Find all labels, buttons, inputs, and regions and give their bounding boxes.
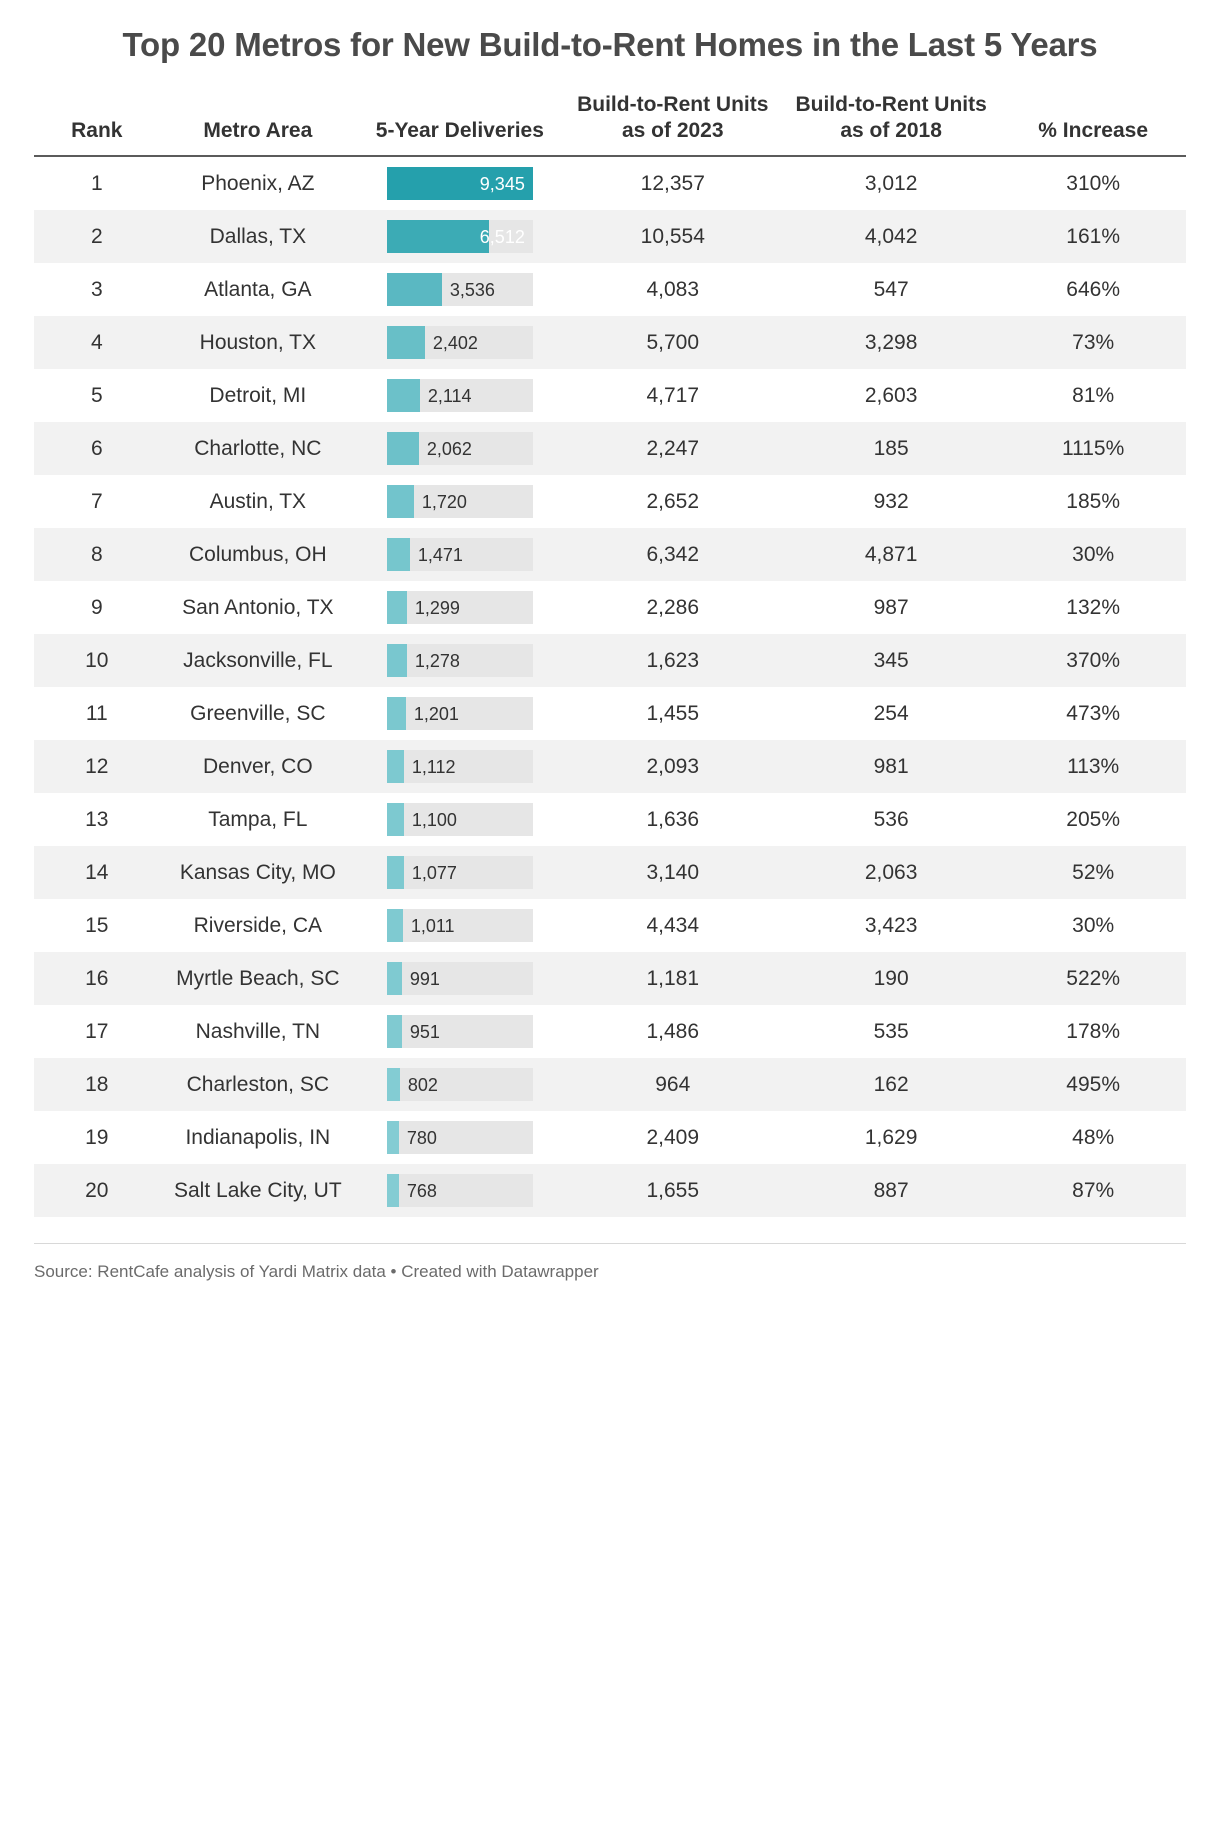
- bar-track: [387, 1068, 533, 1101]
- cell-metro: Jacksonville, FL: [183, 648, 333, 672]
- cell-deliveries-bar: [356, 422, 563, 475]
- cell-units-2023: 6,342: [646, 542, 700, 566]
- bar-track: [387, 750, 533, 783]
- header-metro: Metro Area: [203, 118, 313, 142]
- bar-value-label: 2,114: [427, 385, 472, 406]
- cell-units-2023: 4,434: [646, 913, 700, 937]
- bar-fill: [387, 538, 410, 571]
- bar-fill: [387, 432, 419, 465]
- cell-units-2023: 1,486: [646, 1019, 700, 1043]
- cell-metro: Houston, TX: [199, 330, 316, 354]
- cell-units-2018: 3,298: [864, 330, 918, 354]
- cell-units-2023: 5,700: [646, 330, 700, 354]
- cell-units-2023: 1,623: [646, 648, 700, 672]
- cell-deliveries-bar: [356, 369, 563, 422]
- cell-units-2018: 1,629: [864, 1125, 918, 1149]
- cell-increase: 370%: [1066, 648, 1121, 672]
- cell-deliveries-bar: [356, 156, 563, 210]
- table-row: [34, 1111, 1186, 1164]
- source-note: Source: RentCafe analysis of Yardi Matrix data • Created with Datawrapper: [34, 1243, 1186, 1304]
- cell-rank: 20: [85, 1178, 109, 1202]
- cell-metro: Tampa, FL: [208, 807, 308, 831]
- cell-deliveries-bar: [356, 1111, 563, 1164]
- cell-deliveries-bar: [356, 263, 563, 316]
- cell-metro: Denver, CO: [202, 754, 313, 778]
- bar-track: [387, 220, 533, 253]
- cell-increase: 310%: [1066, 171, 1121, 195]
- cell-units-2018: 162: [873, 1072, 909, 1096]
- cell-rank: 8: [90, 542, 103, 566]
- bar-track: [387, 273, 533, 306]
- cell-increase: 81%: [1072, 383, 1115, 407]
- cell-units-2018: 185: [873, 436, 909, 460]
- bar-track: [387, 485, 533, 518]
- table-row: [34, 634, 1186, 687]
- header-units-2018: Build-to-Rent Units as of 2018: [795, 93, 987, 142]
- bar-fill: [387, 962, 402, 995]
- cell-increase: 495%: [1066, 1072, 1121, 1096]
- bar-fill: [387, 1068, 400, 1101]
- bar-track: [387, 1174, 533, 1207]
- bar-value-label: 1,201: [413, 703, 459, 724]
- cell-metro: Myrtle Beach, SC: [176, 966, 340, 990]
- table-row: [34, 793, 1186, 846]
- cell-metro: Dallas, TX: [209, 224, 307, 248]
- cell-units-2018: 2,603: [864, 383, 918, 407]
- table-row: [34, 263, 1186, 316]
- cell-deliveries-bar: [356, 581, 563, 634]
- cell-rank: 19: [85, 1125, 109, 1149]
- cell-deliveries-bar: [356, 1058, 563, 1111]
- bar-fill: [387, 644, 407, 677]
- cell-rank: 6: [90, 436, 103, 460]
- cell-units-2023: 1,636: [646, 807, 700, 831]
- table-row: [34, 581, 1186, 634]
- cell-rank: 13: [85, 807, 109, 831]
- cell-rank: 17: [85, 1019, 109, 1043]
- bar-fill: [387, 220, 489, 253]
- cell-deliveries-bar: [356, 316, 563, 369]
- bar-value-label: 768: [406, 1180, 437, 1201]
- cell-units-2018: 345: [873, 648, 909, 672]
- table-row: [34, 740, 1186, 793]
- bar-track: [387, 803, 533, 836]
- bar-value-label: 2,402: [432, 332, 478, 353]
- cell-metro: Phoenix, AZ: [201, 171, 315, 195]
- cell-units-2023: 1,455: [646, 701, 700, 725]
- cell-deliveries-bar: [356, 210, 563, 263]
- cell-units-2018: 932: [873, 489, 909, 513]
- cell-units-2023: 2,409: [646, 1125, 700, 1149]
- cell-units-2018: 190: [873, 966, 909, 990]
- bar-track: [387, 538, 533, 571]
- cell-increase: 52%: [1072, 860, 1115, 884]
- cell-deliveries-bar: [356, 475, 563, 528]
- bar-track: [387, 326, 533, 359]
- cell-metro: Greenville, SC: [190, 701, 326, 725]
- cell-rank: 7: [90, 489, 103, 513]
- bar-fill: [387, 856, 404, 889]
- cell-increase: 161%: [1066, 224, 1121, 248]
- bar-track: [387, 962, 533, 995]
- cell-metro: Austin, TX: [209, 489, 307, 513]
- cell-increase: 205%: [1066, 807, 1121, 831]
- cell-rank: 2: [90, 224, 103, 248]
- bar-track: [387, 1015, 533, 1048]
- bar-value-label: 802: [407, 1074, 438, 1095]
- table-body: [34, 156, 1186, 1217]
- cell-units-2023: 12,357: [640, 171, 705, 195]
- bar-fill: [387, 909, 403, 942]
- cell-increase: 48%: [1072, 1125, 1115, 1149]
- bar-fill: [387, 485, 414, 518]
- cell-metro: Charlotte, NC: [194, 436, 322, 460]
- cell-units-2018: 3,012: [864, 171, 918, 195]
- bar-fill: [387, 1121, 399, 1154]
- cell-units-2023: 2,093: [646, 754, 700, 778]
- cell-deliveries-bar: [356, 687, 563, 740]
- bar-fill: [387, 750, 404, 783]
- cell-rank: 15: [85, 913, 109, 937]
- cell-increase: 1115%: [1062, 436, 1125, 460]
- cell-deliveries-bar: [356, 793, 563, 846]
- cell-metro: Columbus, OH: [188, 542, 327, 566]
- cell-units-2023: 10,554: [640, 224, 705, 248]
- cell-metro: Riverside, CA: [193, 913, 323, 937]
- table-row: [34, 1005, 1186, 1058]
- bar-value-label: 1,112: [411, 756, 456, 777]
- bar-track: [387, 909, 533, 942]
- cell-rank: 5: [90, 383, 103, 407]
- page-title: Top 20 Metros for New Build-to-Rent Homes in the Last 5 Years: [122, 26, 1098, 63]
- bar-value-label: 1,720: [421, 491, 467, 512]
- bar-value-label: 1,077: [411, 862, 457, 883]
- cell-units-2023: 1,655: [646, 1178, 700, 1202]
- bar-track: [387, 591, 533, 624]
- cell-units-2018: 3,423: [864, 913, 918, 937]
- cell-increase: 87%: [1072, 1178, 1115, 1202]
- cell-increase: 73%: [1072, 330, 1115, 354]
- table-row: [34, 210, 1186, 263]
- bar-value-label: 1,299: [414, 597, 460, 618]
- table-row: [34, 687, 1186, 740]
- table-row: [34, 528, 1186, 581]
- bar-value-label: 1,011: [410, 915, 455, 936]
- cell-units-2023: 2,286: [646, 595, 700, 619]
- cell-metro: San Antonio, TX: [182, 595, 334, 619]
- cell-rank: 14: [85, 860, 109, 884]
- bar-value-label: 6,512: [479, 226, 525, 247]
- bar-fill: [387, 591, 407, 624]
- cell-units-2018: 254: [873, 701, 909, 725]
- bar-fill: [387, 1174, 399, 1207]
- cell-deliveries-bar: [356, 952, 563, 1005]
- cell-deliveries-bar: [356, 1005, 563, 1058]
- cell-units-2023: 1,181: [646, 966, 700, 990]
- cell-units-2018: 987: [873, 595, 909, 619]
- cell-units-2023: 3,140: [646, 860, 700, 884]
- bar-track: [387, 432, 533, 465]
- bar-track: [387, 1121, 533, 1154]
- header-units-2023: Build-to-Rent Units as of 2023: [577, 93, 769, 142]
- bar-track: [387, 167, 533, 200]
- bar-value-label: 2,062: [426, 438, 472, 459]
- bar-track: [387, 379, 533, 412]
- bar-value-label: 3,536: [449, 279, 495, 300]
- cell-metro: Charleston, SC: [186, 1072, 330, 1096]
- bar-fill: [387, 379, 420, 412]
- table-row: [34, 1164, 1186, 1217]
- metros-table: [34, 92, 1186, 1217]
- cell-rank: 18: [85, 1072, 109, 1096]
- table-row: [34, 899, 1186, 952]
- bar-value-label: 9,345: [479, 173, 525, 194]
- cell-deliveries-bar: [356, 634, 563, 687]
- cell-increase: 30%: [1072, 913, 1115, 937]
- cell-increase: 185%: [1066, 489, 1121, 513]
- cell-rank: 3: [90, 277, 103, 301]
- cell-increase: 473%: [1066, 701, 1121, 725]
- cell-rank: 12: [85, 754, 109, 778]
- cell-rank: 10: [85, 648, 109, 672]
- cell-deliveries-bar: [356, 1164, 563, 1217]
- cell-units-2023: 4,083: [646, 277, 700, 301]
- cell-units-2018: 887: [873, 1178, 909, 1202]
- bar-fill: [387, 697, 406, 730]
- bar-track: [387, 697, 533, 730]
- cell-deliveries-bar: [356, 846, 563, 899]
- cell-increase: 30%: [1072, 542, 1115, 566]
- cell-units-2018: 547: [873, 277, 909, 301]
- cell-units-2018: 2,063: [864, 860, 918, 884]
- table-row: [34, 316, 1186, 369]
- bar-value-label: 951: [409, 1021, 440, 1042]
- bar-fill: [387, 273, 442, 306]
- cell-increase: 113%: [1067, 754, 1120, 778]
- bar-value-label: 991: [409, 968, 440, 989]
- cell-metro: Nashville, TN: [195, 1019, 321, 1043]
- cell-increase: 646%: [1066, 277, 1121, 301]
- cell-rank: 16: [85, 966, 109, 990]
- table-row: [34, 156, 1186, 210]
- bar-fill: [387, 803, 404, 836]
- cell-units-2018: 536: [873, 807, 909, 831]
- cell-metro: Kansas City, MO: [179, 860, 336, 884]
- bar-fill: [387, 1015, 402, 1048]
- bar-value-label: 1,100: [411, 809, 457, 830]
- header-deliveries: 5-Year Deliveries: [375, 118, 544, 142]
- bar-value-label: 780: [406, 1127, 437, 1148]
- cell-metro: Indianapolis, IN: [185, 1125, 331, 1149]
- table-header: [34, 92, 1186, 156]
- cell-rank: 11: [85, 701, 108, 725]
- cell-units-2023: 2,247: [646, 436, 700, 460]
- cell-metro: Atlanta, GA: [204, 277, 312, 301]
- cell-units-2023: 2,652: [646, 489, 700, 513]
- cell-rank: 4: [90, 330, 103, 354]
- cell-deliveries-bar: [356, 528, 563, 581]
- cell-increase: 178%: [1066, 1019, 1121, 1043]
- cell-metro: Salt Lake City, UT: [174, 1178, 342, 1202]
- cell-units-2018: 535: [873, 1019, 909, 1043]
- table-row: [34, 952, 1186, 1005]
- cell-units-2018: 981: [873, 754, 909, 778]
- cell-units-2018: 4,871: [864, 542, 918, 566]
- bar-track: [387, 644, 533, 677]
- cell-deliveries-bar: [356, 740, 563, 793]
- bar-value-label: 1,471: [417, 544, 463, 565]
- cell-metro: Detroit, MI: [209, 383, 307, 407]
- cell-units-2023: 4,717: [646, 383, 700, 407]
- table-row: [34, 1058, 1186, 1111]
- cell-increase: 132%: [1066, 595, 1121, 619]
- bar-fill: [387, 326, 425, 359]
- cell-rank: 9: [90, 595, 103, 619]
- cell-units-2023: 964: [655, 1072, 691, 1096]
- table-row: [34, 846, 1186, 899]
- cell-units-2018: 4,042: [864, 224, 918, 248]
- bar-track: [387, 856, 533, 889]
- cell-increase: 522%: [1066, 966, 1121, 990]
- header-rank: Rank: [71, 118, 123, 142]
- cell-rank: 1: [90, 171, 103, 195]
- table-row: [34, 422, 1186, 475]
- bar-value-label: 1,278: [414, 650, 460, 671]
- table-row: [34, 475, 1186, 528]
- cell-deliveries-bar: [356, 899, 563, 952]
- table-row: [34, 369, 1186, 422]
- header-increase: % Increase: [1038, 118, 1149, 142]
